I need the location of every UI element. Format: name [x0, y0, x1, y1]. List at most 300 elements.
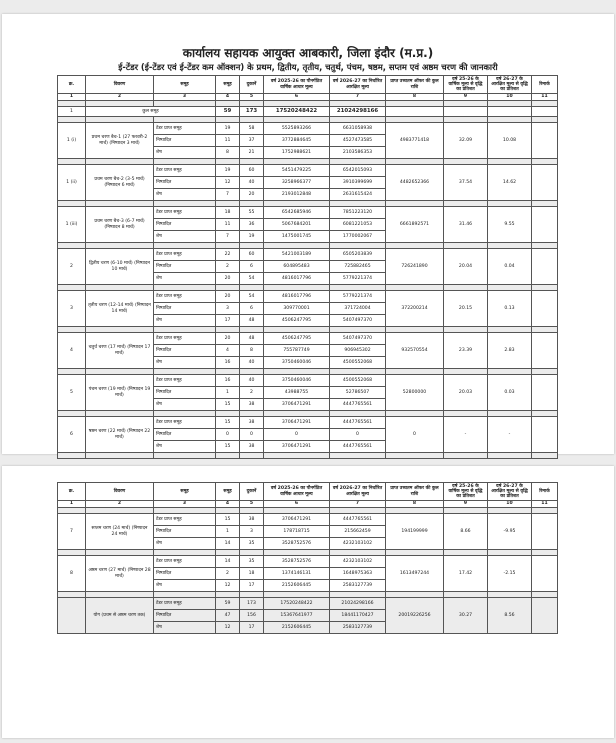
remark-cell [532, 291, 558, 327]
base-value-2025-26: 5067684201 [264, 219, 330, 231]
reserve-value-2026-27: 5779221374 [330, 273, 386, 285]
phase-serial: 5 [58, 375, 86, 411]
group-count: 20 [216, 291, 240, 303]
reserve-value-2026-27: 4527473585 [330, 135, 386, 147]
row-label: शेष [154, 315, 216, 327]
shop-count: 48 [240, 315, 264, 327]
row-label: शेष [154, 147, 216, 159]
phase-serial: 8 [58, 556, 86, 592]
total-empty-cell [386, 107, 444, 117]
column-index-cell: 5 [240, 94, 264, 101]
shop-count: 54 [240, 291, 264, 303]
phase-serial: 7 [58, 514, 86, 550]
group-count: 4 [216, 345, 240, 357]
phase-description: योग (प्रथम से अष्ठम चरण तक) [86, 598, 154, 634]
reserve-value-2026-27: 4500552068 [330, 357, 386, 369]
highest-offer: 726241890 [386, 249, 444, 285]
document-page-1 [2, 14, 614, 454]
row-label: टेंडर प्राप्त समूह [154, 556, 216, 568]
reserve-value-2026-27: 906945302 [330, 345, 386, 357]
increase-pct-2025-26: 31.46 [444, 207, 488, 243]
phase-table-page-1 [57, 75, 558, 459]
separator-cell [216, 453, 240, 459]
increase-pct-2025-26: 30.27 [444, 598, 488, 634]
shop-count: 156 [240, 610, 264, 622]
total-empty-cell [488, 107, 532, 117]
base-value-2025-26: 3750460046 [264, 357, 330, 369]
header-cell: रिमार्क [532, 76, 558, 94]
row-label: शेष [154, 580, 216, 592]
separator-cell [86, 453, 154, 459]
reserve-value-2026-27: 6505203839 [330, 249, 386, 261]
total-base-value: 17520248422 [264, 107, 330, 117]
base-value-2025-26: 5525893266 [264, 123, 330, 135]
separator-cell [264, 453, 330, 459]
remark-cell [532, 249, 558, 285]
header-cell: विवरण [86, 483, 154, 501]
separator-row [58, 453, 558, 459]
table-header-row [58, 76, 558, 94]
total-serial: 1 [58, 107, 86, 117]
phase-row [58, 333, 558, 345]
column-index-cell: 9 [444, 94, 488, 101]
reserve-value-2026-27: 5407497370 [330, 315, 386, 327]
header-cell: वर्ष 2025-26 का पौनर्गठित वार्षिक आधार मूल्य [264, 483, 330, 501]
increase-pct-2026-27: 2.83 [488, 333, 532, 369]
increase-pct-2025-26: 20.15 [444, 291, 488, 327]
highest-offer: 6661892571 [386, 207, 444, 243]
header-cell: प्राप्त उच्चतम ऑफर की कुल राशि [386, 483, 444, 501]
reserve-value-2026-27: 21024298166 [330, 598, 386, 610]
column-index-cell: 3 [154, 501, 216, 508]
header-cell: विवरण [86, 76, 154, 94]
row-label: शेष [154, 231, 216, 243]
highest-offer: 194199999 [386, 514, 444, 550]
header-cell: वर्ष 25-26 के वार्षिक मूल्य से वृद्धि का प्रतिशत [444, 483, 488, 501]
header-cell: वर्ष 2026-27 का निर्धारित आरक्षित मूल्य [330, 483, 386, 501]
group-count: 16 [216, 357, 240, 369]
shop-count: 37 [240, 135, 264, 147]
base-value-2025-26: 3772884645 [264, 135, 330, 147]
reserve-value-2026-27: 1770002067 [330, 231, 386, 243]
highest-offer: 372200214 [386, 291, 444, 327]
shop-count: 18 [240, 568, 264, 580]
phase-description: प्रथम चरण बैच-3 (6-7 मार्च) (निष्पादन 8 मार्च) [86, 207, 154, 243]
base-value-2025-26: 4816017796 [264, 291, 330, 303]
remark-cell [532, 514, 558, 550]
highest-offer: 4983771418 [386, 123, 444, 159]
shop-count: 8 [240, 345, 264, 357]
reserve-value-2026-27: 215662459 [330, 526, 386, 538]
base-value-2025-26: 6542685946 [264, 207, 330, 219]
row-label: शेष [154, 189, 216, 201]
phase-row [58, 375, 558, 387]
row-label: टेंडर प्राप्त समूह [154, 375, 216, 387]
group-count: 8 [216, 147, 240, 159]
remark-cell [532, 417, 558, 453]
phase-table-page-2 [57, 482, 558, 634]
phase-row [58, 249, 558, 261]
remark-cell [532, 207, 558, 243]
base-value-2025-26: 2193012848 [264, 189, 330, 201]
increase-pct-2026-27: 0.04 [488, 249, 532, 285]
reserve-value-2026-27: 2583127739 [330, 580, 386, 592]
reserve-value-2026-27: 4232103102 [330, 538, 386, 550]
phase-description: प्रथम चरण बैच-1 (27 फरवरी-2 मार्च) (निष्पादन 3 मार्च) [86, 123, 154, 159]
row-label: निष्पादित [154, 135, 216, 147]
row-label: निष्पादित [154, 526, 216, 538]
document-title: कार्यालय सहायक आयुक्त आबकारी, जिला इंदौर (म.प्र.) [182, 46, 434, 60]
base-value-2025-26: 5421003189 [264, 249, 330, 261]
total-groups: 59 [216, 107, 240, 117]
base-value-2025-26: 1752988621 [264, 147, 330, 159]
column-index-cell: 8 [386, 94, 444, 101]
base-value-2025-26: 2152606445 [264, 622, 330, 634]
total-empty-cell [444, 107, 488, 117]
increase-pct-2025-26: 20.03 [444, 375, 488, 411]
reserve-value-2026-27: 52786507 [330, 387, 386, 399]
phase-row [58, 207, 558, 219]
increase-pct-2025-26: 17.42 [444, 556, 488, 592]
base-value-2025-26: 604895483 [264, 261, 330, 273]
remark-cell [532, 333, 558, 369]
group-count: 15 [216, 441, 240, 453]
phase-serial: 2 [58, 249, 86, 285]
group-count: 15 [216, 514, 240, 526]
reserve-value-2026-27: 5407497370 [330, 333, 386, 345]
header-cell: वर्ष 26-27 के आरक्षित मूल्य से वृद्धि का प्रतिशत [488, 76, 532, 94]
total-description: कुल समूह [86, 107, 216, 117]
remark-cell [532, 375, 558, 411]
separator-cell [330, 453, 386, 459]
shop-count: 54 [240, 273, 264, 285]
column-index-cell: 3 [154, 94, 216, 101]
group-count: 47 [216, 610, 240, 622]
base-value-2025-26: 755787749 [264, 345, 330, 357]
group-count: 19 [216, 165, 240, 177]
shop-count: 35 [240, 538, 264, 550]
column-index-cell: 10 [488, 94, 532, 101]
row-label: शेष [154, 622, 216, 634]
group-count: 18 [216, 207, 240, 219]
remark-cell [532, 598, 558, 634]
grand-total-row [58, 598, 558, 610]
phase-row [58, 291, 558, 303]
remark-cell [532, 165, 558, 201]
group-count: 20 [216, 273, 240, 285]
row-label: टेंडर प्राप्त समूह [154, 207, 216, 219]
group-count: 59 [216, 598, 240, 610]
base-value-2025-26: 3528752576 [264, 538, 330, 550]
row-label: टेंडर प्राप्त समूह [154, 123, 216, 135]
column-index-cell: 4 [216, 501, 240, 508]
phase-row [58, 123, 558, 135]
column-index-cell: 7 [330, 501, 386, 508]
base-value-2025-26: 3706471291 [264, 417, 330, 429]
column-index-cell: 6 [264, 94, 330, 101]
separator-cell [386, 453, 444, 459]
row-label: निष्पादित [154, 303, 216, 315]
highest-offer: 52800000 [386, 375, 444, 411]
reserve-value-2026-27: 2631615424 [330, 189, 386, 201]
base-value-2025-26: 4816017796 [264, 273, 330, 285]
group-count: 12 [216, 177, 240, 189]
group-count: 2 [216, 261, 240, 273]
phase-row [58, 514, 558, 526]
group-count: 19 [216, 123, 240, 135]
increase-pct-2026-27: - [488, 417, 532, 453]
phase-serial: 1 (ii) [58, 165, 86, 201]
phase-description: पंचम चरण (19 मार्च) (निष्पादन 19 मार्च) [86, 375, 154, 411]
group-count: 12 [216, 622, 240, 634]
highest-offer: 20019226256 [386, 598, 444, 634]
shop-count: 2 [240, 387, 264, 399]
group-count: 0 [216, 429, 240, 441]
header-cell: वर्ष 26-27 के आरक्षित मूल्य से वृद्धि का प्रतिशत [488, 483, 532, 501]
total-shops: 173 [240, 107, 264, 117]
base-value-2025-26: 1374146131 [264, 568, 330, 580]
phase-serial: 4 [58, 333, 86, 369]
reserve-value-2026-27: 4447765561 [330, 441, 386, 453]
increase-pct-2025-26: 37.54 [444, 165, 488, 201]
column-index-cell: 10 [488, 501, 532, 508]
row-label: निष्पादित [154, 177, 216, 189]
group-count: 2 [216, 568, 240, 580]
remark-cell [532, 123, 558, 159]
highest-offer: 932570554 [386, 333, 444, 369]
shop-count: 6 [240, 303, 264, 315]
base-value-2025-26: 1475001745 [264, 231, 330, 243]
increase-pct-2026-27: 8.56 [488, 598, 532, 634]
total-reserve-value: 21024298166 [330, 107, 386, 117]
reserve-value-2026-27: 18441170427 [330, 610, 386, 622]
header-cell: दुकानें [240, 76, 264, 94]
row-label: निष्पादित [154, 610, 216, 622]
row-label: शेष [154, 538, 216, 550]
header-cell: वर्ष 2026-27 का निर्धारित आरक्षित मूल्य [330, 76, 386, 94]
shop-count: 20 [240, 189, 264, 201]
base-value-2025-26: 15367641977 [264, 610, 330, 622]
row-label: निष्पादित [154, 387, 216, 399]
phase-description: तृतीय चरण (12-14 मार्च) (निष्पादन 14 मार्च) [86, 291, 154, 327]
column-index-row [58, 94, 558, 101]
reserve-value-2026-27: 7851223120 [330, 207, 386, 219]
increase-pct-2026-27: 9.55 [488, 207, 532, 243]
reserve-value-2026-27: 6631058938 [330, 123, 386, 135]
shop-count: 3 [240, 526, 264, 538]
column-index-cell: 11 [532, 501, 558, 508]
group-count: 15 [216, 399, 240, 411]
row-label: निष्पादित [154, 429, 216, 441]
phase-description: चतुर्थ चरण (17 मार्च) (निष्पादन 17 मार्च) [86, 333, 154, 369]
phase-row [58, 165, 558, 177]
row-label: टेंडर प्राप्त समूह [154, 333, 216, 345]
increase-pct-2026-27: 10.08 [488, 123, 532, 159]
reserve-value-2026-27: 4447765561 [330, 514, 386, 526]
reserve-value-2026-27: 6081221053 [330, 219, 386, 231]
separator-cell [58, 453, 86, 459]
increase-pct-2025-26: 8.66 [444, 514, 488, 550]
increase-pct-2026-27: -9.95 [488, 514, 532, 550]
column-index-cell: 9 [444, 501, 488, 508]
header-cell: समूह [216, 76, 240, 94]
group-count: 11 [216, 135, 240, 147]
shop-count: 55 [240, 207, 264, 219]
reserve-value-2026-27: 4447765561 [330, 399, 386, 411]
reserve-value-2026-27: 6542015093 [330, 165, 386, 177]
header-cell: रिमार्क [532, 483, 558, 501]
increase-pct-2025-26: 32.09 [444, 123, 488, 159]
base-value-2025-26: 3258966377 [264, 177, 330, 189]
group-count: 7 [216, 189, 240, 201]
reserve-value-2026-27: 1648975363 [330, 568, 386, 580]
group-count: 12 [216, 580, 240, 592]
shop-count: 38 [240, 417, 264, 429]
row-label: निष्पादित [154, 568, 216, 580]
column-index-cell: 7 [330, 94, 386, 101]
group-count: 14 [216, 538, 240, 550]
phase-row [58, 556, 558, 568]
highest-offer: 0 [386, 417, 444, 453]
row-label: टेंडर प्राप्त समूह [154, 514, 216, 526]
group-count: 14 [216, 556, 240, 568]
shop-count: 36 [240, 219, 264, 231]
column-index-cell: 5 [240, 501, 264, 508]
shop-count: 17 [240, 580, 264, 592]
shop-count: 58 [240, 123, 264, 135]
row-label: निष्पादित [154, 261, 216, 273]
base-value-2025-26: 3706471291 [264, 399, 330, 411]
base-value-2025-26: 3528752576 [264, 556, 330, 568]
column-index-cell: 1 [58, 94, 86, 101]
phase-description: प्रथम चरण बैच-2 (3-5 मार्च) (निष्पादन 6 मार्च) [86, 165, 154, 201]
increase-pct-2026-27: 14.62 [488, 165, 532, 201]
row-label: टेंडर प्राप्त समूह [154, 249, 216, 261]
shop-count: 60 [240, 249, 264, 261]
shop-count: 40 [240, 177, 264, 189]
shop-count: 0 [240, 429, 264, 441]
reserve-value-2026-27: 4500552068 [330, 375, 386, 387]
group-count: 1 [216, 387, 240, 399]
phase-row [58, 417, 558, 429]
phase-description: अष्ठम चरण (27 मार्च) (निष्पादन 28 मार्च) [86, 556, 154, 592]
shop-count: 48 [240, 333, 264, 345]
shop-count: 38 [240, 514, 264, 526]
row-label: टेंडर प्राप्त समूह [154, 291, 216, 303]
increase-pct-2025-26: - [444, 417, 488, 453]
header-cell: वर्ष 2025-26 का पौनर्गठित वार्षिक आधार मूल्य [264, 76, 330, 94]
shop-count: 19 [240, 231, 264, 243]
column-index-cell: 4 [216, 94, 240, 101]
document-subtitle: ई-टेंडर (ई-टेंडर एवं ई-टेंडर कम ऑक्शन) के प्रथम, द्वितीय, तृतीय, चतुर्थ, पंचम, षष्ठम, सप्तम एवं अष्ठम चरण की जानकारी [118, 62, 498, 72]
total-empty-cell [532, 107, 558, 117]
header-cell: क्र. [58, 76, 86, 94]
header-cell: प्राप्त उच्चतम ऑफर की कुल राशि [386, 76, 444, 94]
shop-count: 21 [240, 147, 264, 159]
reserve-value-2026-27: 4447765561 [330, 417, 386, 429]
group-count: 15 [216, 417, 240, 429]
highest-offer: 1613497244 [386, 556, 444, 592]
base-value-2025-26: 3706471291 [264, 441, 330, 453]
shop-count: 38 [240, 399, 264, 411]
increase-pct-2025-26: 23.39 [444, 333, 488, 369]
base-value-2025-26: 309770001 [264, 303, 330, 315]
phase-description: सप्तम चरण (24 मार्च) (निष्पादन 24 मार्च) [86, 514, 154, 550]
reserve-value-2026-27: 3910399699 [330, 177, 386, 189]
base-value-2025-26: 2152606445 [264, 580, 330, 592]
total-row [58, 107, 558, 117]
base-value-2025-26: 43988755 [264, 387, 330, 399]
reserve-value-2026-27: 4232103102 [330, 556, 386, 568]
phase-description: द्वितीय चरण (6-10 मार्च) (निष्पादन 10 मार्च) [86, 249, 154, 285]
group-count: 17 [216, 315, 240, 327]
base-value-2025-26: 5451479225 [264, 165, 330, 177]
remark-cell [532, 556, 558, 592]
row-label: निष्पादित [154, 219, 216, 231]
column-index-cell: 2 [86, 94, 154, 101]
separator-cell [240, 453, 264, 459]
base-value-2025-26: 17520248422 [264, 598, 330, 610]
separator-cell [444, 453, 488, 459]
phase-serial [58, 598, 86, 634]
header-cell: क्र. [58, 483, 86, 501]
row-label: शेष [154, 399, 216, 411]
phase-serial: 3 [58, 291, 86, 327]
separator-cell [488, 453, 532, 459]
group-count: 7 [216, 231, 240, 243]
group-count: 3 [216, 303, 240, 315]
header-cell: समूह [154, 483, 216, 501]
reserve-value-2026-27: 371724004 [330, 303, 386, 315]
reserve-value-2026-27: 2583127739 [330, 622, 386, 634]
reserve-value-2026-27: 2103586353 [330, 147, 386, 159]
header-cell: दुकानें [240, 483, 264, 501]
shop-count: 35 [240, 556, 264, 568]
highest-offer: 4482652366 [386, 165, 444, 201]
reserve-value-2026-27: 725882465 [330, 261, 386, 273]
reserve-value-2026-27: 5779221374 [330, 291, 386, 303]
column-index-cell: 8 [386, 501, 444, 508]
shop-count: 6 [240, 261, 264, 273]
separator-cell [154, 453, 216, 459]
base-value-2025-26: 3750460046 [264, 375, 330, 387]
increase-pct-2025-26: 20.04 [444, 249, 488, 285]
column-index-cell: 11 [532, 94, 558, 101]
shop-count: 40 [240, 357, 264, 369]
base-value-2025-26: 178718715 [264, 526, 330, 538]
shop-count: 173 [240, 598, 264, 610]
group-count: 16 [216, 375, 240, 387]
row-label: शेष [154, 273, 216, 285]
phase-serial: 1 (i) [58, 123, 86, 159]
column-index-row [58, 501, 558, 508]
phase-serial: 1 (iii) [58, 207, 86, 243]
row-label: शेष [154, 357, 216, 369]
base-value-2025-26: 0 [264, 429, 330, 441]
group-count: 1 [216, 526, 240, 538]
row-label: निष्पादित [154, 345, 216, 357]
shop-count: 40 [240, 375, 264, 387]
row-label: शेष [154, 441, 216, 453]
row-label: टेंडर प्राप्त समूह [154, 417, 216, 429]
document-page-2 [2, 466, 614, 738]
row-label: टेंडर प्राप्त समूह [154, 165, 216, 177]
phase-serial: 6 [58, 417, 86, 453]
separator-cell [532, 453, 558, 459]
header-cell: समूह [216, 483, 240, 501]
row-label: टेंडर प्राप्त समूह [154, 598, 216, 610]
column-index-cell: 2 [86, 501, 154, 508]
